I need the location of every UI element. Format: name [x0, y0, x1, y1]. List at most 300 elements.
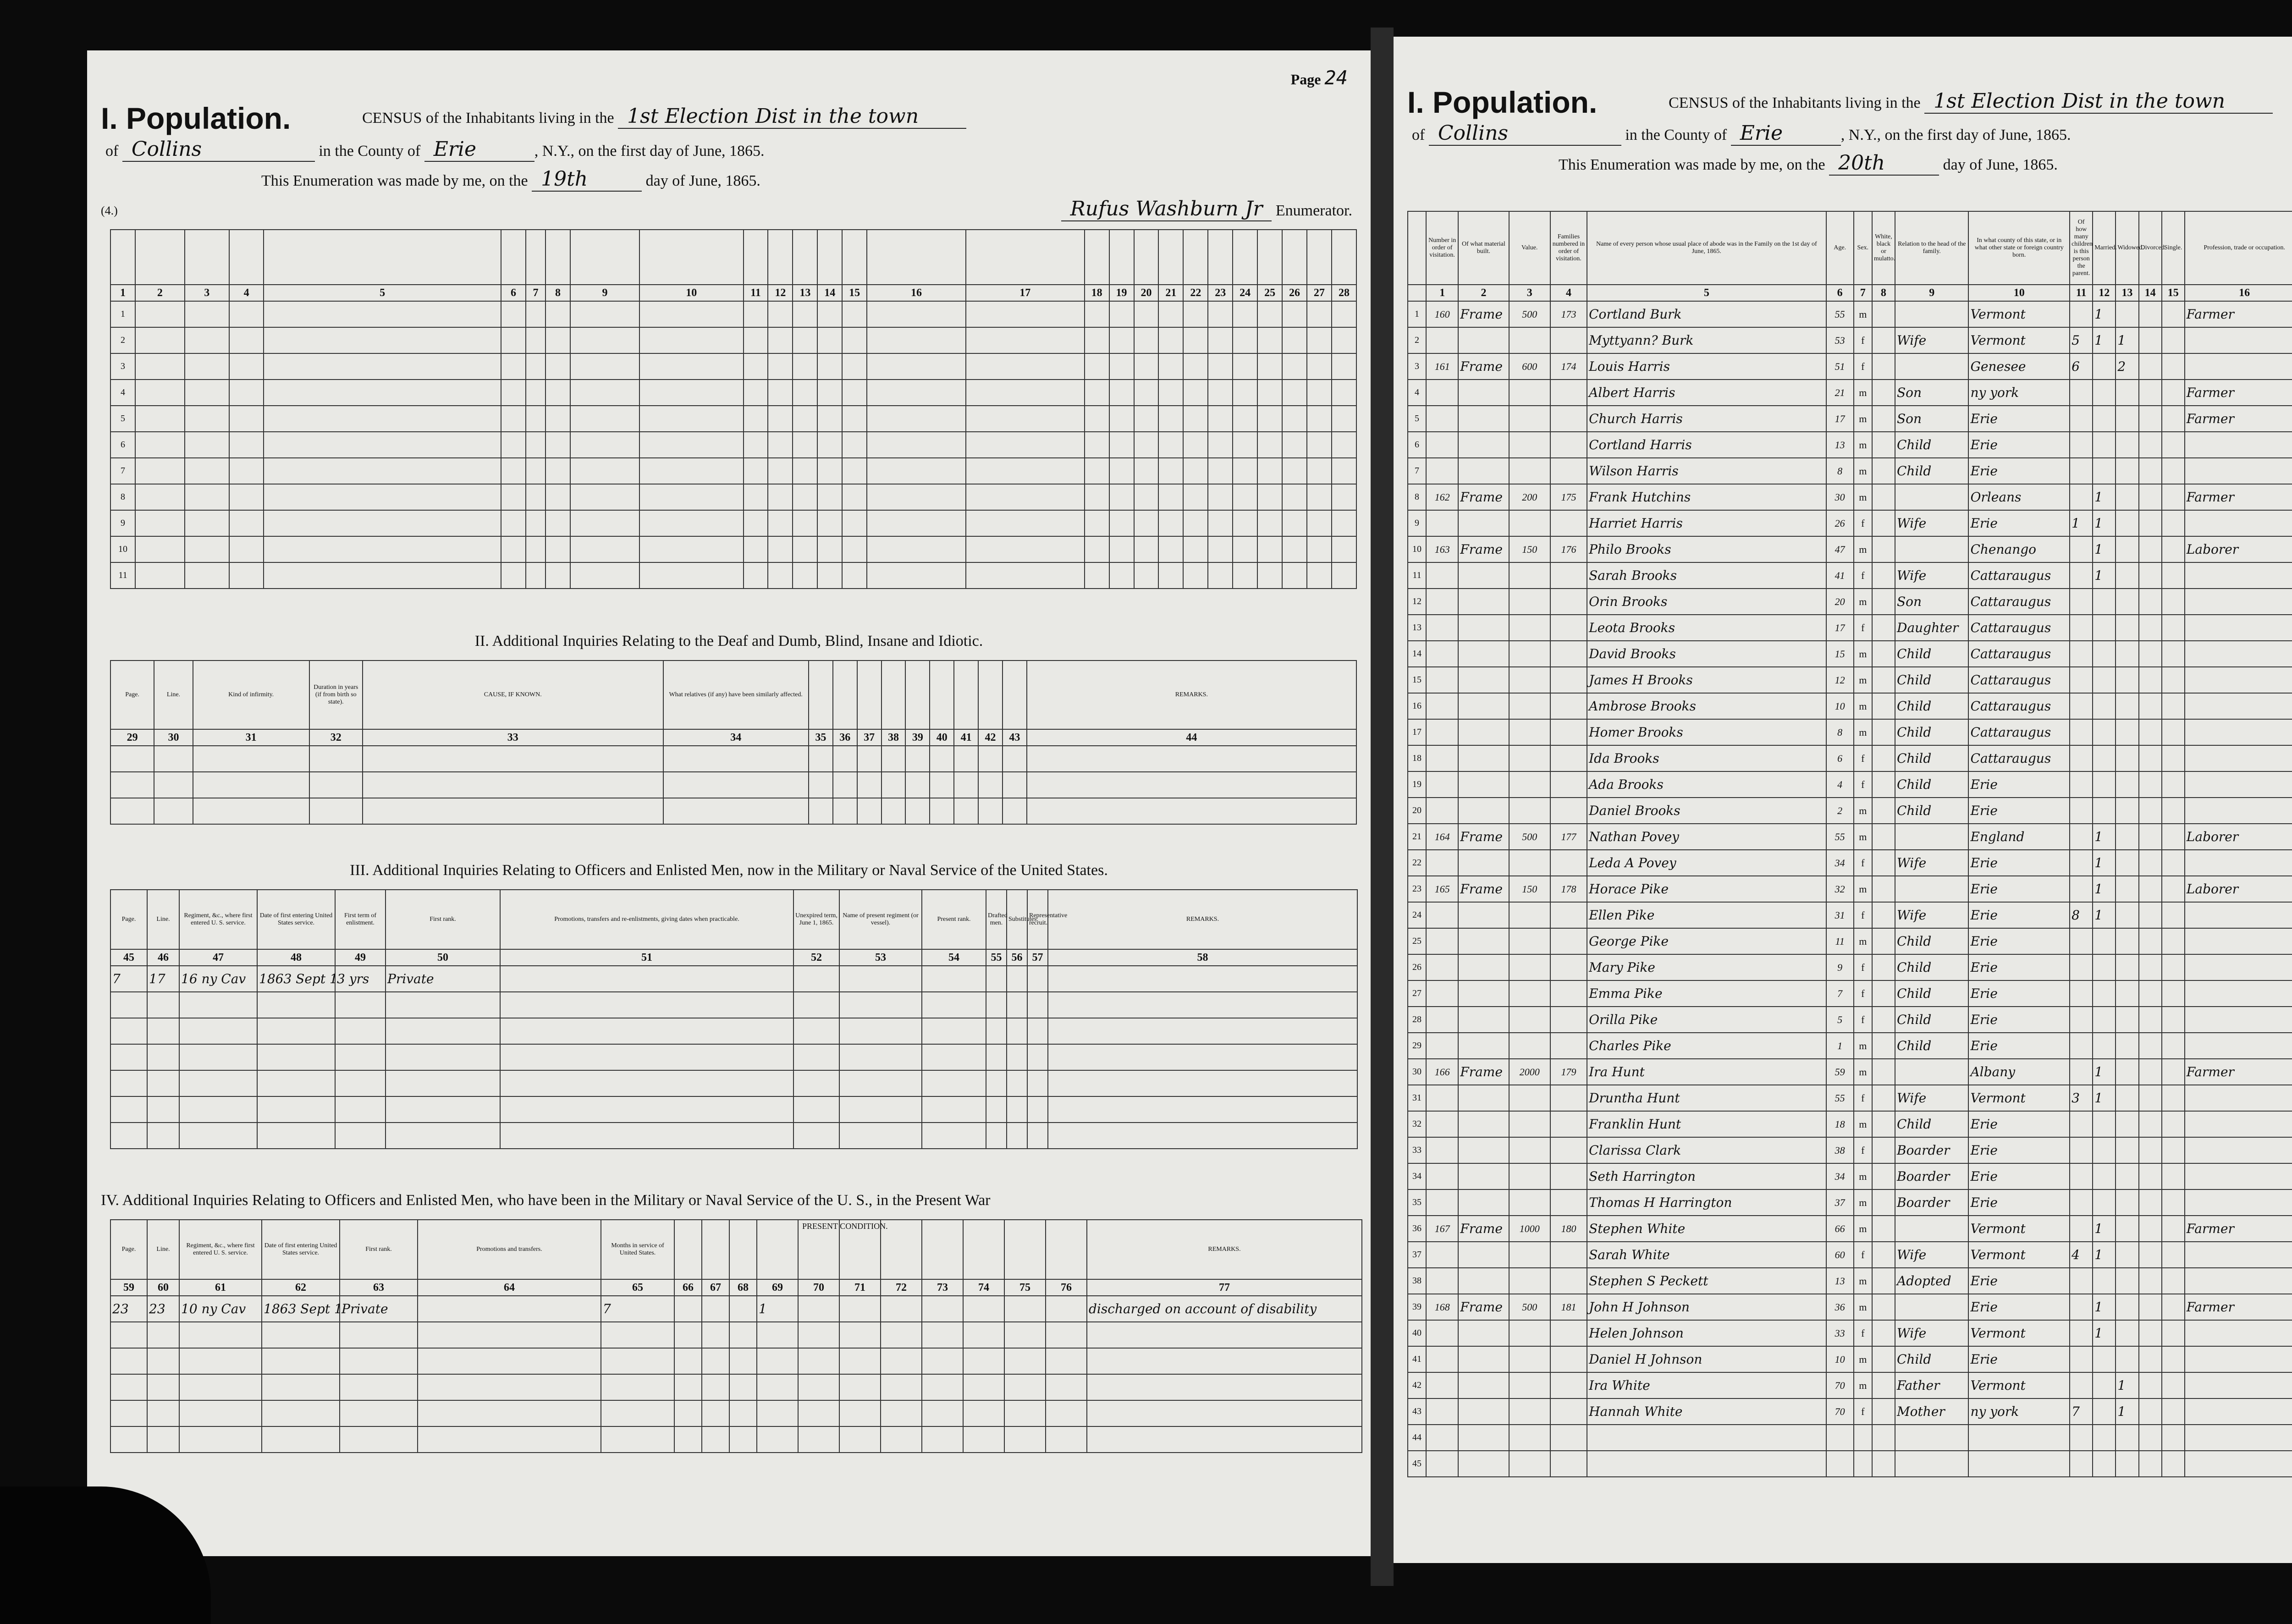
age: 34: [1826, 1163, 1854, 1189]
cell: [264, 327, 501, 353]
married-mark: [2093, 928, 2116, 954]
age: 21: [1826, 380, 1854, 406]
sex: f: [1854, 615, 1872, 641]
widowed-mark: [2116, 406, 2138, 432]
person-name: Cortland Harris: [1587, 432, 1826, 458]
married-mark: [2093, 771, 2116, 798]
family-number: [1550, 902, 1587, 928]
col-header-14: Divorced.: [2139, 211, 2162, 285]
line-number: 2: [110, 327, 135, 353]
column-numbers: [110, 729, 1356, 746]
cell: [154, 798, 193, 824]
cell: [500, 1018, 793, 1044]
age: 59: [1826, 1059, 1854, 1085]
section2-header: [857, 661, 882, 729]
children-count: [2070, 1268, 2093, 1294]
cell: [842, 484, 867, 510]
married-mark: [2093, 1163, 2116, 1189]
cell: [501, 406, 526, 432]
cell: [922, 1044, 986, 1070]
section4-header: Regiment, &c., where first entered U. S. service.: [179, 1220, 262, 1279]
sex: f: [1854, 954, 1872, 980]
cell: [1134, 301, 1159, 327]
line-number: 17: [1408, 719, 1426, 745]
cell: [1109, 327, 1134, 353]
value: 1000: [1509, 1216, 1550, 1242]
table-row: [1408, 1372, 2292, 1398]
cell: [501, 562, 526, 589]
col-header-10: In what county of this state, or in what other state or foreign country born.: [1968, 211, 2070, 285]
column-number: 48: [257, 949, 335, 966]
birthplace: Erie: [1968, 954, 2070, 980]
single-mark: [2162, 1033, 2185, 1059]
color: [1872, 1268, 1895, 1294]
section4-header: Page.: [110, 1220, 147, 1279]
relation: Boarder: [1895, 1189, 1968, 1216]
cell: [1004, 1400, 1046, 1426]
age: 38: [1826, 1137, 1854, 1163]
sex: m: [1854, 458, 1872, 484]
column-number: 67: [702, 1279, 729, 1296]
color: [1872, 589, 1895, 615]
material: Frame: [1458, 1216, 1509, 1242]
cell: [986, 992, 1007, 1018]
cell: [839, 992, 922, 1018]
cell: [229, 510, 264, 536]
cell: [966, 406, 1085, 432]
value: [1509, 641, 1550, 667]
col-header-13: [793, 230, 817, 285]
line-number: 30: [1408, 1059, 1426, 1085]
cell: [663, 798, 809, 824]
cell: [262, 1400, 340, 1426]
family-number: 178: [1550, 876, 1587, 902]
cell: [601, 1348, 674, 1374]
cell: [570, 510, 639, 536]
section4-header: [674, 1220, 702, 1279]
married-mark: 1: [2093, 510, 2116, 536]
cell: [768, 484, 793, 510]
cell: [744, 536, 768, 562]
widowed-mark: [2116, 536, 2138, 562]
sex: m: [1854, 589, 1872, 615]
col-header-9: [570, 230, 639, 285]
cell: [639, 458, 744, 484]
widowed-mark: [2116, 1059, 2138, 1085]
cell: [639, 406, 744, 432]
widowed-mark: [2116, 615, 2138, 641]
col-header-4: Families numbered in order of visitation.: [1550, 211, 1587, 285]
color: [1872, 536, 1895, 562]
cell: [1282, 562, 1307, 589]
column-number: 60: [147, 1279, 179, 1296]
occupation: [2185, 928, 2292, 954]
person-name: Myttyann? Burk: [1587, 327, 1826, 353]
age: 41: [1826, 562, 1854, 589]
cell: [264, 536, 501, 562]
children-count: [2070, 615, 2093, 641]
children-count: [2070, 1451, 2093, 1477]
column-number: 21: [1158, 285, 1183, 301]
cell: [545, 536, 570, 562]
cell: [1183, 432, 1208, 458]
section2-header: Duration in years (if from birth so state).: [309, 661, 363, 729]
widowed-mark: [2116, 771, 2138, 798]
column-number: 63: [340, 1279, 418, 1296]
divorced-mark: [2139, 510, 2162, 536]
col-header-6: Age.: [1826, 211, 1854, 285]
children-count: [2070, 1216, 2093, 1242]
cell: [1109, 432, 1134, 458]
cell: [867, 484, 966, 510]
line-number: 4: [110, 380, 135, 406]
col-header-8: [545, 230, 570, 285]
cell: [922, 992, 986, 1018]
sex: m: [1854, 1163, 1872, 1189]
cell: [1208, 536, 1233, 562]
column-number: 38: [882, 729, 906, 746]
cell: [639, 536, 744, 562]
children-count: [2070, 380, 2093, 406]
col-header-12: Married.: [2093, 211, 2116, 285]
cell: [639, 380, 744, 406]
cell: [674, 1296, 702, 1322]
cell: [905, 798, 930, 824]
color: [1872, 432, 1895, 458]
cell: [1183, 406, 1208, 432]
single-mark: [2162, 824, 2185, 850]
cell: [639, 301, 744, 327]
cell: [881, 1374, 922, 1400]
cell: [842, 406, 867, 432]
table-row: [1408, 432, 2292, 458]
person-name: Albert Harris: [1587, 380, 1826, 406]
material: [1458, 1398, 1509, 1425]
widowed-mark: [2116, 380, 2138, 406]
widowed-mark: [2116, 745, 2138, 771]
section4-header: [1004, 1220, 1046, 1279]
age: 5: [1826, 1007, 1854, 1033]
age: 60: [1826, 1242, 1854, 1268]
material: [1458, 1189, 1509, 1216]
material: Frame: [1458, 1294, 1509, 1320]
column-number: 22: [1183, 285, 1208, 301]
section2-header: [930, 661, 954, 729]
age: 55: [1826, 1085, 1854, 1111]
cell: [729, 1296, 757, 1322]
cell: [1282, 458, 1307, 484]
birthplace: Orleans: [1968, 484, 2070, 510]
cell: [966, 432, 1085, 458]
cell: [1282, 353, 1307, 380]
occupation: Farmer: [2185, 1294, 2292, 1320]
divorced-mark: [2139, 850, 2162, 876]
cell: [1233, 562, 1257, 589]
cell: [309, 746, 363, 772]
occupation: [2185, 589, 2292, 615]
cell: [867, 380, 966, 406]
cell: [264, 510, 501, 536]
cell: [1208, 327, 1233, 353]
children-count: 8: [2070, 902, 2093, 928]
cell: [257, 1018, 335, 1044]
col-header-7: [526, 230, 545, 285]
cell: [135, 458, 185, 484]
cell: [817, 562, 842, 589]
value: 150: [1509, 876, 1550, 902]
relation: Child: [1895, 745, 1968, 771]
cell: [867, 536, 966, 562]
col-header-10: [639, 230, 744, 285]
cell: [335, 1044, 386, 1070]
cell: [793, 1018, 839, 1044]
dwelling-number: [1426, 1111, 1458, 1137]
cell: 16 ny Cav: [179, 966, 257, 992]
married-mark: 1: [2093, 1242, 2116, 1268]
person-name: James H Brooks: [1587, 667, 1826, 693]
cell: [1027, 772, 1356, 798]
relation: [1895, 1216, 1968, 1242]
widowed-mark: [2116, 980, 2138, 1007]
cell: [922, 1096, 986, 1123]
widowed-mark: [2116, 1137, 2138, 1163]
cell: [179, 1096, 257, 1123]
cell: [1158, 510, 1183, 536]
cell: [922, 1322, 963, 1348]
children-count: [2070, 771, 2093, 798]
dwelling-number: 167: [1426, 1216, 1458, 1242]
dwelling-number: 168: [1426, 1294, 1458, 1320]
population-table: [1407, 211, 2292, 1477]
cell: [839, 1296, 881, 1322]
column-number: 35: [809, 729, 833, 746]
divorced-mark: [2139, 641, 2162, 667]
married-mark: 1: [2093, 1320, 2116, 1346]
relation: Child: [1895, 954, 1968, 980]
dwelling-number: [1426, 1346, 1458, 1372]
person-name: Daniel Brooks: [1587, 798, 1826, 824]
cell: [147, 1070, 179, 1096]
table-row: [1408, 980, 2292, 1007]
family-number: [1550, 798, 1587, 824]
cell: [1085, 406, 1109, 432]
cell: [798, 1348, 839, 1374]
married-mark: [2093, 667, 2116, 693]
cell: [833, 798, 857, 824]
cell: [135, 301, 185, 327]
cell: [744, 458, 768, 484]
color: [1872, 1372, 1895, 1398]
divorced-mark: [2139, 536, 2162, 562]
single-mark: [2162, 615, 2185, 641]
line-number: 25: [1408, 928, 1426, 954]
table-row: [1408, 353, 2292, 380]
widowed-mark: [2116, 824, 2138, 850]
table-row: [1408, 1216, 2292, 1242]
cell: [1307, 406, 1332, 432]
section3-header: Present rank.: [922, 890, 986, 949]
sex: m: [1854, 641, 1872, 667]
cell: [978, 746, 1003, 772]
cell: [817, 432, 842, 458]
color: [1872, 615, 1895, 641]
relation: Wife: [1895, 902, 1968, 928]
column-number: 70: [798, 1279, 839, 1296]
dwelling-number: [1426, 954, 1458, 980]
cell: [545, 484, 570, 510]
cell: [262, 1374, 340, 1400]
cell: [135, 327, 185, 353]
single-mark: [2162, 1216, 2185, 1242]
color: [1872, 1346, 1895, 1372]
column-number: 72: [881, 1279, 922, 1296]
value: 200: [1509, 484, 1550, 510]
cell: [147, 1374, 179, 1400]
column-number: 26: [1282, 285, 1307, 301]
cell: [154, 772, 193, 798]
column-number: 76: [1046, 1279, 1087, 1296]
cell: [501, 301, 526, 327]
age: 70: [1826, 1372, 1854, 1398]
cell: [229, 562, 264, 589]
cell: [110, 1400, 147, 1426]
value: [1509, 432, 1550, 458]
relation: Child: [1895, 719, 1968, 745]
table-row: [110, 536, 1356, 562]
line-number: 38: [1408, 1268, 1426, 1294]
family-number: [1550, 850, 1587, 876]
cell: [922, 1123, 986, 1149]
cell: [922, 1400, 963, 1426]
relation: Wife: [1895, 850, 1968, 876]
value: [1509, 954, 1550, 980]
occupation: [2185, 719, 2292, 745]
family-number: [1550, 771, 1587, 798]
married-mark: 1: [2093, 562, 2116, 589]
column-number: 43: [1003, 729, 1027, 746]
cell: [147, 1322, 179, 1348]
cell: [1134, 327, 1159, 353]
children-count: [2070, 719, 2093, 745]
cell: [922, 1426, 963, 1453]
cell: [1183, 536, 1208, 562]
widowed-mark: 1: [2116, 1372, 2138, 1398]
birthplace: [1968, 1425, 2070, 1451]
deaf-blind-insane-table: [110, 660, 1357, 825]
birthplace: Erie: [1968, 1294, 2070, 1320]
table-row: [110, 1296, 1362, 1322]
section4-header: Line.: [147, 1220, 179, 1279]
cell: [110, 1426, 147, 1453]
age: 9: [1826, 954, 1854, 980]
single-mark: [2162, 876, 2185, 902]
children-count: [2070, 641, 2093, 667]
relation: [1895, 824, 1968, 850]
cell: [744, 406, 768, 432]
children-count: 5: [2070, 327, 2093, 353]
occupation: [2185, 1163, 2292, 1189]
cell: [839, 1018, 922, 1044]
table-row: [110, 353, 1356, 380]
relation: Child: [1895, 458, 1968, 484]
col-header-4: [229, 230, 264, 285]
age: 26: [1826, 510, 1854, 536]
column-number: 15: [2162, 285, 2185, 301]
cell: [867, 301, 966, 327]
material: [1458, 902, 1509, 928]
color: [1872, 771, 1895, 798]
divorced-mark: [2139, 301, 2162, 327]
age: 8: [1826, 458, 1854, 484]
line-number: 32: [1408, 1111, 1426, 1137]
material: [1458, 641, 1509, 667]
color: [1872, 1320, 1895, 1346]
widowed-mark: [2116, 1346, 2138, 1372]
married-mark: [2093, 1268, 2116, 1294]
cell: [768, 327, 793, 353]
cell: [1046, 1348, 1087, 1374]
children-count: [2070, 562, 2093, 589]
cell: [1087, 1400, 1362, 1426]
birthplace: England: [1968, 824, 2070, 850]
cell: [1208, 406, 1233, 432]
cell: [1046, 1400, 1087, 1426]
value: [1509, 1425, 1550, 1451]
cell: [809, 798, 833, 824]
cell: [501, 484, 526, 510]
line-number: 23: [1408, 876, 1426, 902]
material: Frame: [1458, 824, 1509, 850]
children-count: [2070, 1346, 2093, 1372]
relation: Son: [1895, 406, 1968, 432]
relation: Child: [1895, 771, 1968, 798]
children-count: [2070, 1320, 2093, 1346]
birthplace: Erie: [1968, 458, 2070, 484]
line-number: 10: [110, 536, 135, 562]
birthplace: Erie: [1968, 928, 2070, 954]
person-name: Ira Hunt: [1587, 1059, 1826, 1085]
section4-title: IV. Additional Inquiries Relating to Officers and Enlisted Men, who have been in the Military or Naval Service of the U. S., in the Present War: [101, 1192, 991, 1209]
birthplace: Erie: [1968, 1189, 2070, 1216]
value: 150: [1509, 536, 1550, 562]
cell: [110, 1070, 147, 1096]
material: [1458, 615, 1509, 641]
cell: [1332, 484, 1356, 510]
age: 55: [1826, 301, 1854, 327]
person-name: Clarissa Clark: [1587, 1137, 1826, 1163]
single-mark: [2162, 1007, 2185, 1033]
sex: f: [1854, 562, 1872, 589]
column-number: 37: [857, 729, 882, 746]
color: [1872, 484, 1895, 510]
dwelling-number: [1426, 693, 1458, 719]
value: [1509, 850, 1550, 876]
cell: [110, 746, 154, 772]
column-number: 9: [1895, 285, 1968, 301]
family-number: [1550, 719, 1587, 745]
cell: [545, 510, 570, 536]
cell: [1332, 353, 1356, 380]
cell: [839, 1070, 922, 1096]
single-mark: [2162, 641, 2185, 667]
cell: [501, 536, 526, 562]
value: [1509, 1320, 1550, 1346]
value: 500: [1509, 1294, 1550, 1320]
cell: [147, 1348, 179, 1374]
value: [1509, 380, 1550, 406]
family-number: 174: [1550, 353, 1587, 380]
divorced-mark: [2139, 745, 2162, 771]
